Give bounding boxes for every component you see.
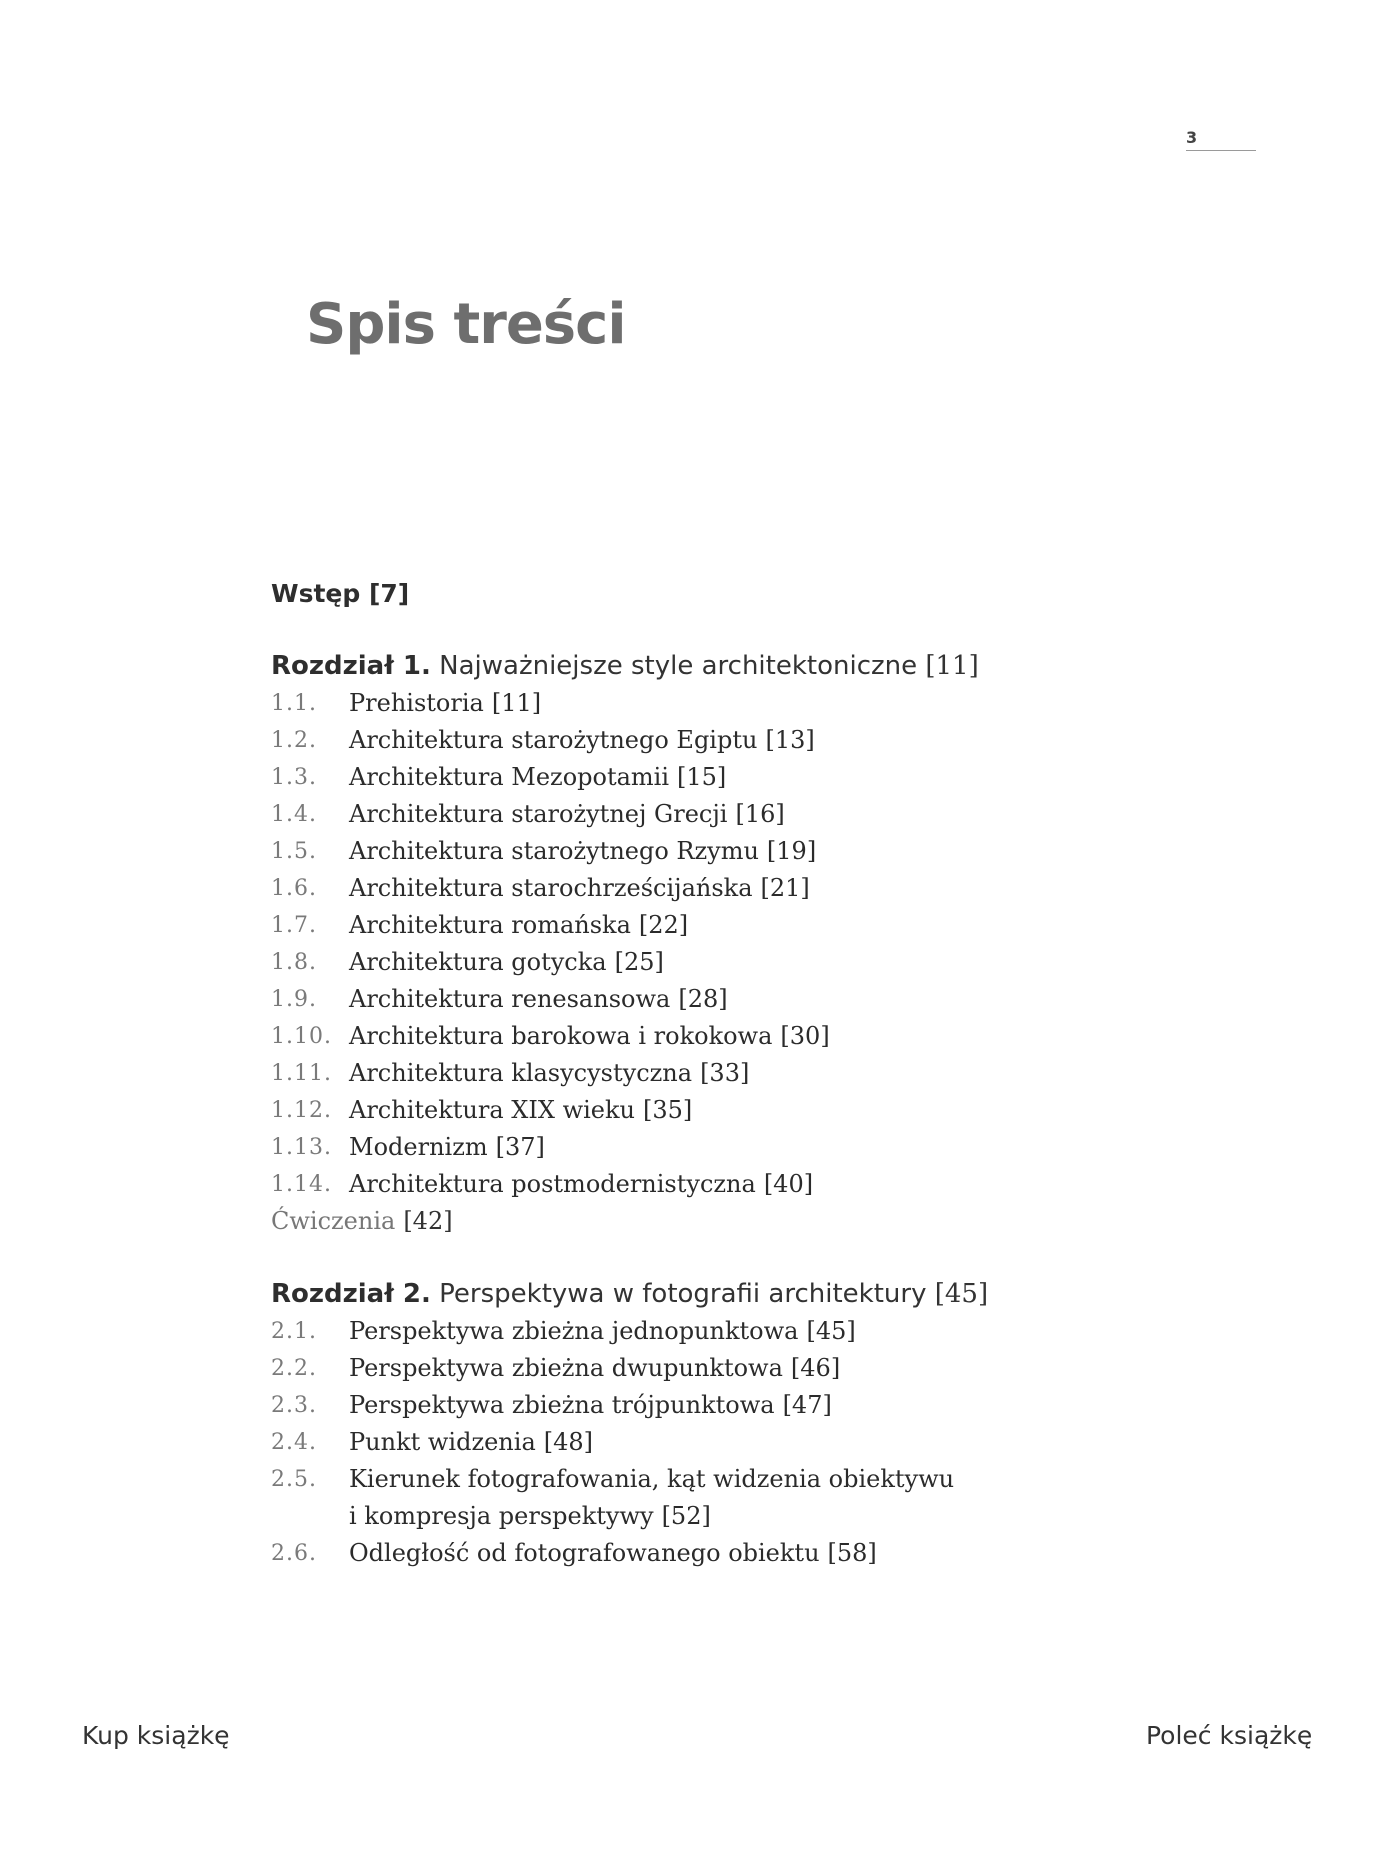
section-number: 2.1. <box>271 1319 317 1344</box>
section-number: 1.8. <box>271 950 317 975</box>
section-page: [16] <box>735 800 785 828</box>
section-page: [46] <box>790 1354 841 1382</box>
section-number: 1.13. <box>271 1135 332 1160</box>
page-number-rule <box>1186 150 1256 151</box>
toc-intro-entry[interactable]: Wstęp [7] <box>271 579 410 608</box>
toc-entry[interactable] <box>271 685 1031 722</box>
chapter-1-heading[interactable] <box>271 648 1031 685</box>
section-number: 1.9. <box>271 987 317 1012</box>
toc-entry[interactable] <box>271 1018 1031 1055</box>
section-number: 1.4. <box>271 802 317 827</box>
toc-entry[interactable] <box>271 907 1031 944</box>
section-title: Architektura Mezopotamii <box>349 763 670 791</box>
section-number: 1.6. <box>271 876 317 901</box>
page-number-block <box>1186 128 1256 151</box>
section-title: Architektura renesansowa <box>349 985 671 1013</box>
toc-entry[interactable] <box>271 1387 1031 1424</box>
chapter-label: Rozdział 2. <box>271 1279 431 1309</box>
section-title: Architektura starożytnego Rzymu <box>349 837 759 865</box>
section-number: 2.3. <box>271 1393 317 1418</box>
section-title: Architektura gotycka <box>349 948 607 976</box>
toc-entry[interactable] <box>271 1350 1031 1387</box>
toc-entry[interactable] <box>271 759 1031 796</box>
section-page: [33] <box>700 1059 750 1087</box>
section-page: [13] <box>765 726 815 754</box>
section-page: [15] <box>677 763 727 791</box>
section-page: [35] <box>642 1096 693 1124</box>
section-number: 2.6. <box>271 1541 317 1566</box>
section-page: [22] <box>638 911 689 939</box>
section-title: Architektura barokowa i rokokowa <box>349 1022 773 1050</box>
chapter-title: Najważniejsze style architektoniczne <box>439 651 918 681</box>
toc-entry[interactable] <box>271 722 1031 759</box>
page-title: Spis treści <box>306 292 626 357</box>
chapter-2 <box>271 1276 1031 1572</box>
toc-entry[interactable] <box>271 1055 1031 1092</box>
section-number: 1.2. <box>271 728 317 753</box>
chapter-title: Perspektywa w fotografii architektury <box>439 1279 927 1309</box>
exercises-page: [42] <box>403 1207 453 1235</box>
section-number: 2.4. <box>271 1430 317 1455</box>
section-page: [19] <box>766 837 817 865</box>
section-page: [28] <box>678 985 728 1013</box>
section-page: [21] <box>760 874 810 902</box>
section-page: [45] <box>806 1317 856 1345</box>
toc-entry[interactable] <box>271 981 1031 1018</box>
toc-entry[interactable] <box>271 1424 1031 1461</box>
section-page: [48] <box>543 1428 594 1456</box>
section-title: Architektura starożytnej Grecji <box>349 800 728 828</box>
exercises-entry[interactable] <box>271 1203 1031 1240</box>
section-number: 1.12. <box>271 1098 332 1123</box>
section-page: [58] <box>827 1539 877 1567</box>
page-number: 3 <box>1186 128 1198 147</box>
toc-entry[interactable] <box>271 1092 1031 1129</box>
chapter-1 <box>271 648 1031 1240</box>
buy-book-link[interactable]: Kup książkę <box>82 1721 230 1750</box>
section-title-line-2: i kompresja perspektywy <box>349 1502 654 1530</box>
section-title: Architektura romańska <box>349 911 631 939</box>
toc-entry[interactable] <box>271 870 1031 907</box>
toc-entry[interactable] <box>271 1129 1031 1166</box>
section-title: Punkt widzenia <box>349 1428 536 1456</box>
chapter-page: [45] <box>934 1279 989 1309</box>
toc-entry[interactable] <box>271 833 1031 870</box>
section-title: Perspektywa zbieżna dwupunktowa <box>349 1354 783 1382</box>
toc-entry[interactable] <box>271 1535 1031 1572</box>
section-number: 1.1. <box>271 691 317 716</box>
recommend-book-link[interactable]: Poleć książkę <box>1146 1721 1313 1750</box>
section-number: 1.3. <box>271 765 317 790</box>
toc-entry[interactable] <box>271 1166 1031 1203</box>
section-title-line-1: Kierunek fotografowania, kąt widzenia obiektywu <box>349 1465 955 1493</box>
section-number: 1.14. <box>271 1172 332 1197</box>
section-number: 1.7. <box>271 913 317 938</box>
section-title: Prehistoria <box>349 689 484 717</box>
toc-entry[interactable] <box>271 1313 1031 1350</box>
section-title <box>349 1461 1031 1530</box>
chapter-label: Rozdział 1. <box>271 651 431 681</box>
toc-entry[interactable] <box>271 1461 1031 1535</box>
exercises-label: Ćwiczenia <box>271 1207 396 1235</box>
section-page: [25] <box>614 948 664 976</box>
section-title: Architektura XIX wieku <box>349 1096 635 1124</box>
section-title: Architektura postmodernistyczna <box>349 1170 756 1198</box>
section-title: Perspektywa zbieżna jednopunktowa <box>349 1317 799 1345</box>
section-title: Odległość od fotografowanego obiektu <box>349 1539 820 1567</box>
section-number: 2.2. <box>271 1356 317 1381</box>
section-title: Architektura starożytnego Egiptu <box>349 726 758 754</box>
section-page: [40] <box>763 1170 814 1198</box>
section-number: 2.5. <box>271 1467 317 1492</box>
chapter-2-heading[interactable] <box>271 1276 1031 1313</box>
section-title: Modernizm <box>349 1133 488 1161</box>
section-page: [52] <box>661 1502 711 1530</box>
chapter-page: [11] <box>925 651 979 681</box>
section-number: 1.5. <box>271 839 317 864</box>
section-number: 1.10. <box>271 1024 332 1049</box>
section-page: [47] <box>782 1391 832 1419</box>
section-title: Perspektywa zbieżna trójpunktowa <box>349 1391 775 1419</box>
toc-entry[interactable] <box>271 796 1031 833</box>
section-page: [11] <box>491 689 542 717</box>
section-title: Architektura starochrześcijańska <box>349 874 753 902</box>
section-title: Architektura klasycystyczna <box>349 1059 693 1087</box>
section-number: 1.11. <box>271 1061 332 1086</box>
section-page: [37] <box>495 1133 545 1161</box>
section-page: [30] <box>780 1022 830 1050</box>
toc-entry[interactable] <box>271 944 1031 981</box>
